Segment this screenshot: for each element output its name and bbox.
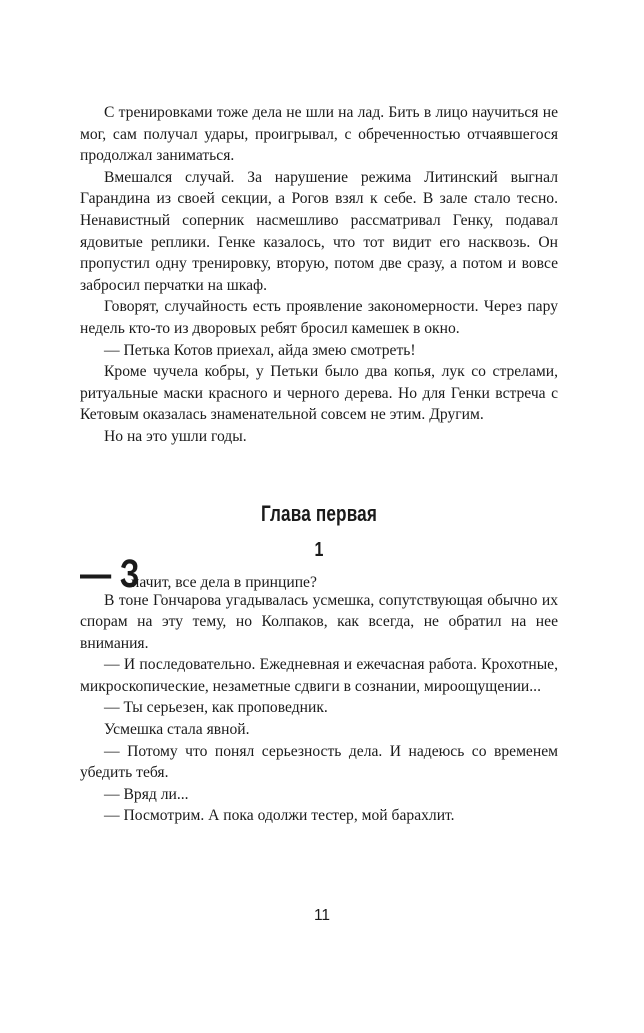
intro-paragraph-5: Кроме чучела кобры, у Петьки было два копья, лук со стрелами, ритуальные маски красного и черного дерева. Но для Генки встреча с Кетовым оказалась знаменательной совсем не этим. Другим. <box>80 363 558 424</box>
page-number: 11 <box>313 907 331 924</box>
chapter-paragraph-7: — Посмотрим. А пока одолжи тестер, мой барахлит. <box>104 807 455 825</box>
intro-paragraph-3: Говорят, случайность есть проявление закономерности. Через пару недель кто-то из дворовых ребят бросил камешек в окно. <box>80 298 558 337</box>
book-page <box>80 102 558 827</box>
intro-paragraph-2: Вмешался случай. За нарушение режима Литинский выгнал Гарандина из своей секции, а Рогов взял к себе. В зале стало тесно. Ненавистный соперник насмешливо рассматривал Генку, подавал ядовитые реплики. Генке казалось, что тот видит его насквозь. Он пропустил одну тренировку, вторую, потом две сразу, а потом и вовсе забросил перчатки на шкаф. <box>80 168 558 294</box>
intro-paragraph-1: С тренировками тоже дела не шли на лад. Бить в лицо научиться не мог, сам получал удары, проигрывал, с обреченностью отчаявшегося продолжал заниматься. <box>80 104 558 165</box>
drop-cap: — З <box>80 551 140 596</box>
chapter-paragraph-4: Усмешка стала явной. <box>104 721 250 739</box>
chapter-first-line <box>80 551 558 596</box>
chapter-paragraph-5: — Потому что понял серьезность дела. И надеюсь со временем убедить тебя. <box>80 742 558 782</box>
first-line-text: начит, все дела в принципе? <box>131 573 317 591</box>
intro-paragraph-6: Но на это ушли годы. <box>104 427 247 445</box>
chapter-paragraph-6: — Вряд ли... <box>104 785 189 803</box>
section-number: 1 <box>314 538 324 561</box>
chapter-paragraph-2: — И последовательно. Ежедневная и ежечасная работа. Крохотные, микроскопические, незаметные сдвиги в сознaнии, мироощущении... <box>80 656 558 695</box>
chapter-paragraph-3: — Ты серьезен, как проповедник. <box>104 699 328 717</box>
chapter-paragraph-1: В тоне Гончарова угадывалась усмешка, сопутствующая обычно их спорам на эту тему, но Колпаков, как всегда, не обратил на нее внимания. <box>80 591 558 652</box>
chapter-body <box>80 590 558 828</box>
chapter-title: Глава первая <box>260 500 378 526</box>
intro-paragraph-4: — Петька Котов приехал, айда змею смотреть! <box>104 341 416 359</box>
